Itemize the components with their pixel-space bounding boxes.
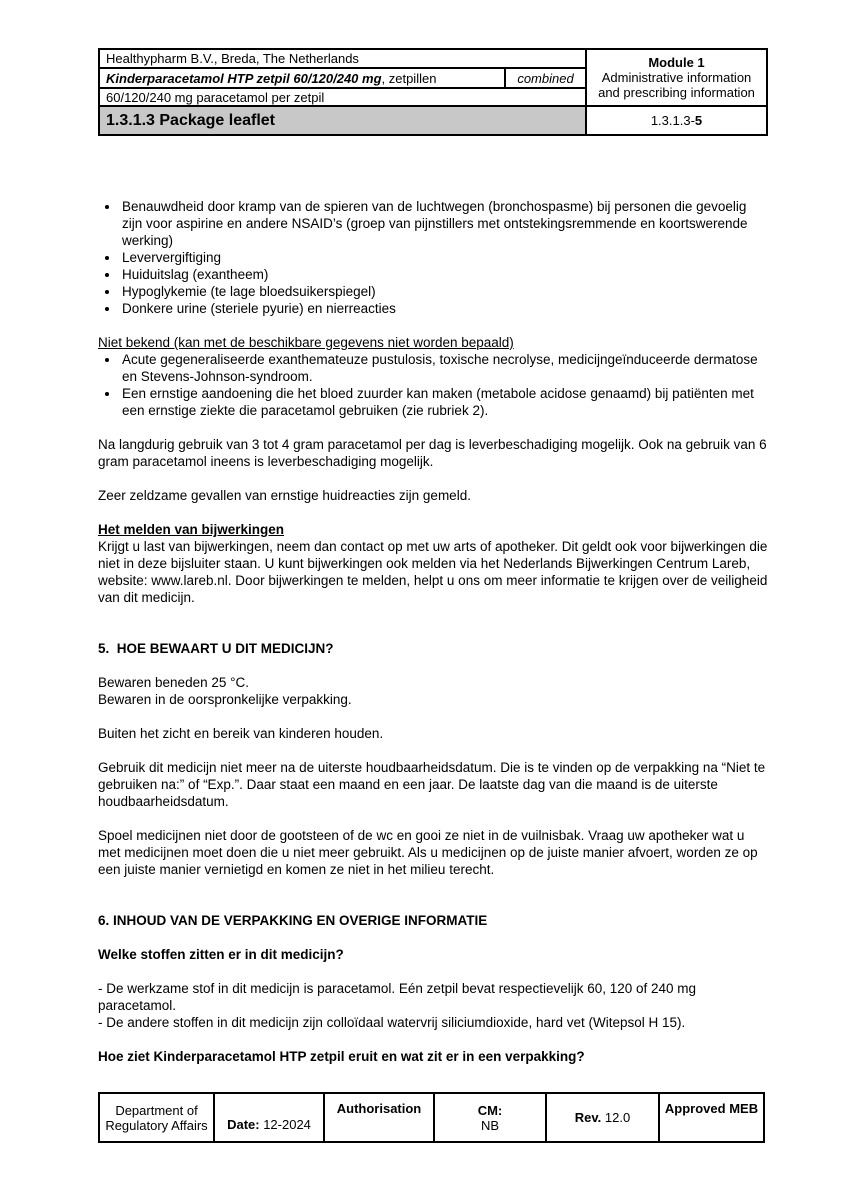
- revision-label: Rev.: [574, 1110, 602, 1125]
- storage-line: Bewaren in de oorspronkelijke verpakking.: [98, 692, 352, 707]
- revision-cell: [545, 1094, 658, 1141]
- doc-number-cell: [585, 107, 766, 134]
- composition-line: - De werkzame stof in dit medicijn is paracetamol. Eén zetpil bevat respectievelijk 60, 120 of 240 mg paracetamol.: [98, 981, 697, 1013]
- approval-footer-table: [98, 1092, 765, 1143]
- product-name-cell: [100, 69, 504, 89]
- product-form: , zetpillen: [381, 70, 437, 86]
- not-known-list: [98, 351, 770, 419]
- company-name-cell: [100, 50, 585, 69]
- cm-value: NB: [480, 1117, 500, 1133]
- date-label: Date:: [227, 1117, 260, 1132]
- module-title: Module 1: [648, 55, 705, 70]
- module-line2: and prescribing information: [598, 85, 755, 100]
- section-6-heading: 6. INHOUD VAN DE VERPAKKING EN OVERIGE INFORMATIE: [98, 913, 488, 928]
- combined-label-cell: [504, 69, 585, 89]
- date-value: 12-2024: [259, 1117, 311, 1132]
- list-item: • Leververgiftiging: [120, 249, 770, 266]
- authorisation-cell: [323, 1094, 433, 1141]
- side-effects-list: [98, 198, 770, 317]
- revision-value: 12.0: [601, 1110, 631, 1125]
- section-title-cell: [100, 107, 585, 134]
- liver-damage-paragraph: Na langdurig gebruik van 3 tot 4 gram paracetamol per dag is leverbeschadiging mogelijk. Ook na gebruik van 6 gram paracetamol ineens is leverbeschadiging mogelijk.: [98, 437, 767, 469]
- expiry-paragraph: Gebruik dit medicijn niet meer na de uiterste houdbaarheidsdatum. Die is te vinden op de verpakking na “Niet te gebruiken na:” of “Exp.”. Daar staat een maand en een jaar. De laatste dag van die maand is de uiterste houdbaarheidsdatum.: [98, 760, 766, 809]
- department-cell: [100, 1094, 213, 1141]
- composition-heading: Welke stoffen zitten er in dit medicijn?: [98, 947, 344, 962]
- reporting-heading: Het melden van bijwerkingen: [98, 522, 285, 537]
- list-item: • Huiduitslag (exantheem): [120, 266, 770, 283]
- composition-lines: [98, 980, 770, 1031]
- not-known-heading: Niet bekend (kan met de beschikbare gegevens niet worden bepaald): [98, 335, 514, 350]
- combined-label: combined: [517, 70, 574, 86]
- approved-cell: [658, 1094, 763, 1141]
- doc-number-page: 5: [694, 113, 703, 128]
- list-item: • Benauwdheid door kramp van de spieren van de luchtwegen (bronchospasme) bij personen die gevoelig zijn voor aspirine en andere NSAID’s (groep van pijnstillers met ontstekingsremmende en koortswerende werking): [120, 198, 770, 249]
- authorisation-label: Authorisation: [336, 1101, 422, 1116]
- list-item: • Een ernstige aandoening die het bloed zuurder kan maken (metabole acidose genaamd) bij patiënten met een ernstige ziekte die paracetamol gebruiken (zie rubriek 2).: [120, 385, 770, 419]
- list-item: • Hypoglykemie (te lage bloedsuikerspiegel): [120, 283, 770, 300]
- disposal-paragraph: Spoel medicijnen niet door de gootsteen of de wc en gooi ze niet in de vuilnisbak. Vraag uw apotheker wat u met medicijnen moet doen die u niet meer gebruikt. Als u medicijnen op de juiste manier afvoert, worden ze op een juiste manier vernietigd en komen ze niet in het milieu terecht.: [98, 828, 758, 877]
- strength-text: 60/120/240 mg paracetamol per zetpil: [106, 89, 325, 105]
- department-line2: Regulatory Affairs: [105, 1117, 208, 1133]
- section-5-heading: 5. HOE BEWAART U DIT MEDICIJN?: [98, 641, 334, 656]
- appearance-heading: Hoe ziet Kinderparacetamol HTP zetpil eruit en wat zit er in een verpakking?: [98, 1049, 585, 1064]
- company-name: Healthypharm B.V., Breda, The Netherlands: [106, 51, 359, 66]
- list-item: • Acute gegeneraliseerde exanthemateuze pustulosis, toxische necrolyse, medicijngeïnduceerde dermatose en Stevens-Johnson-syndroom.: [120, 351, 770, 385]
- cm-cell: [433, 1094, 545, 1141]
- reporting-paragraph: Krijgt u last van bijwerkingen, neem dan contact op met uw arts of apotheker. Dit geldt ook voor bijwerkingen die niet in deze bijsluiter staan. U kunt bijwerkingen ook melden via het Nederlands Bijwerkingen Centrum Lareb, website: www.lareb.nl. Door bijwerkingen te melden, helpt u ons om meer informatie te krijgen over de veiligheid van dit medicijn.: [98, 539, 768, 605]
- document-header-table: [98, 48, 768, 136]
- composition-line: - De andere stoffen in dit medicijn zijn colloïdaal watervrij siliciumdioxide, hard vet (Witepsol H 15).: [98, 1015, 686, 1030]
- keep-away-line: Buiten het zicht en bereik van kinderen houden.: [98, 726, 384, 741]
- storage-line: Bewaren beneden 25 °C.: [98, 675, 250, 690]
- date-cell: [213, 1094, 323, 1141]
- leaflet-body: [98, 198, 770, 1065]
- module-info-cell: [585, 50, 766, 107]
- date-text: [227, 1117, 311, 1132]
- revision-text: [575, 1110, 630, 1125]
- product-name: Kinderparacetamol HTP zetpil 60/120/240 mg: [106, 70, 382, 86]
- strength-cell: [100, 89, 585, 107]
- module-line1: Administrative information: [601, 70, 752, 85]
- approved-label: Approved MEB: [664, 1101, 759, 1116]
- cm-label: CM:: [477, 1102, 503, 1118]
- list-item: • Donkere urine (steriele pyurie) en nierreacties: [120, 300, 770, 317]
- storage-conditions: [98, 674, 770, 708]
- doc-number-prefix: 1.3.1.3-: [650, 113, 695, 128]
- skin-reactions-paragraph: Zeer zeldzame gevallen van ernstige huidreacties zijn gemeld.: [98, 488, 471, 503]
- department-line1: Department of: [115, 1102, 198, 1118]
- section-title: 1.3.1.3 Package leaflet: [106, 112, 275, 129]
